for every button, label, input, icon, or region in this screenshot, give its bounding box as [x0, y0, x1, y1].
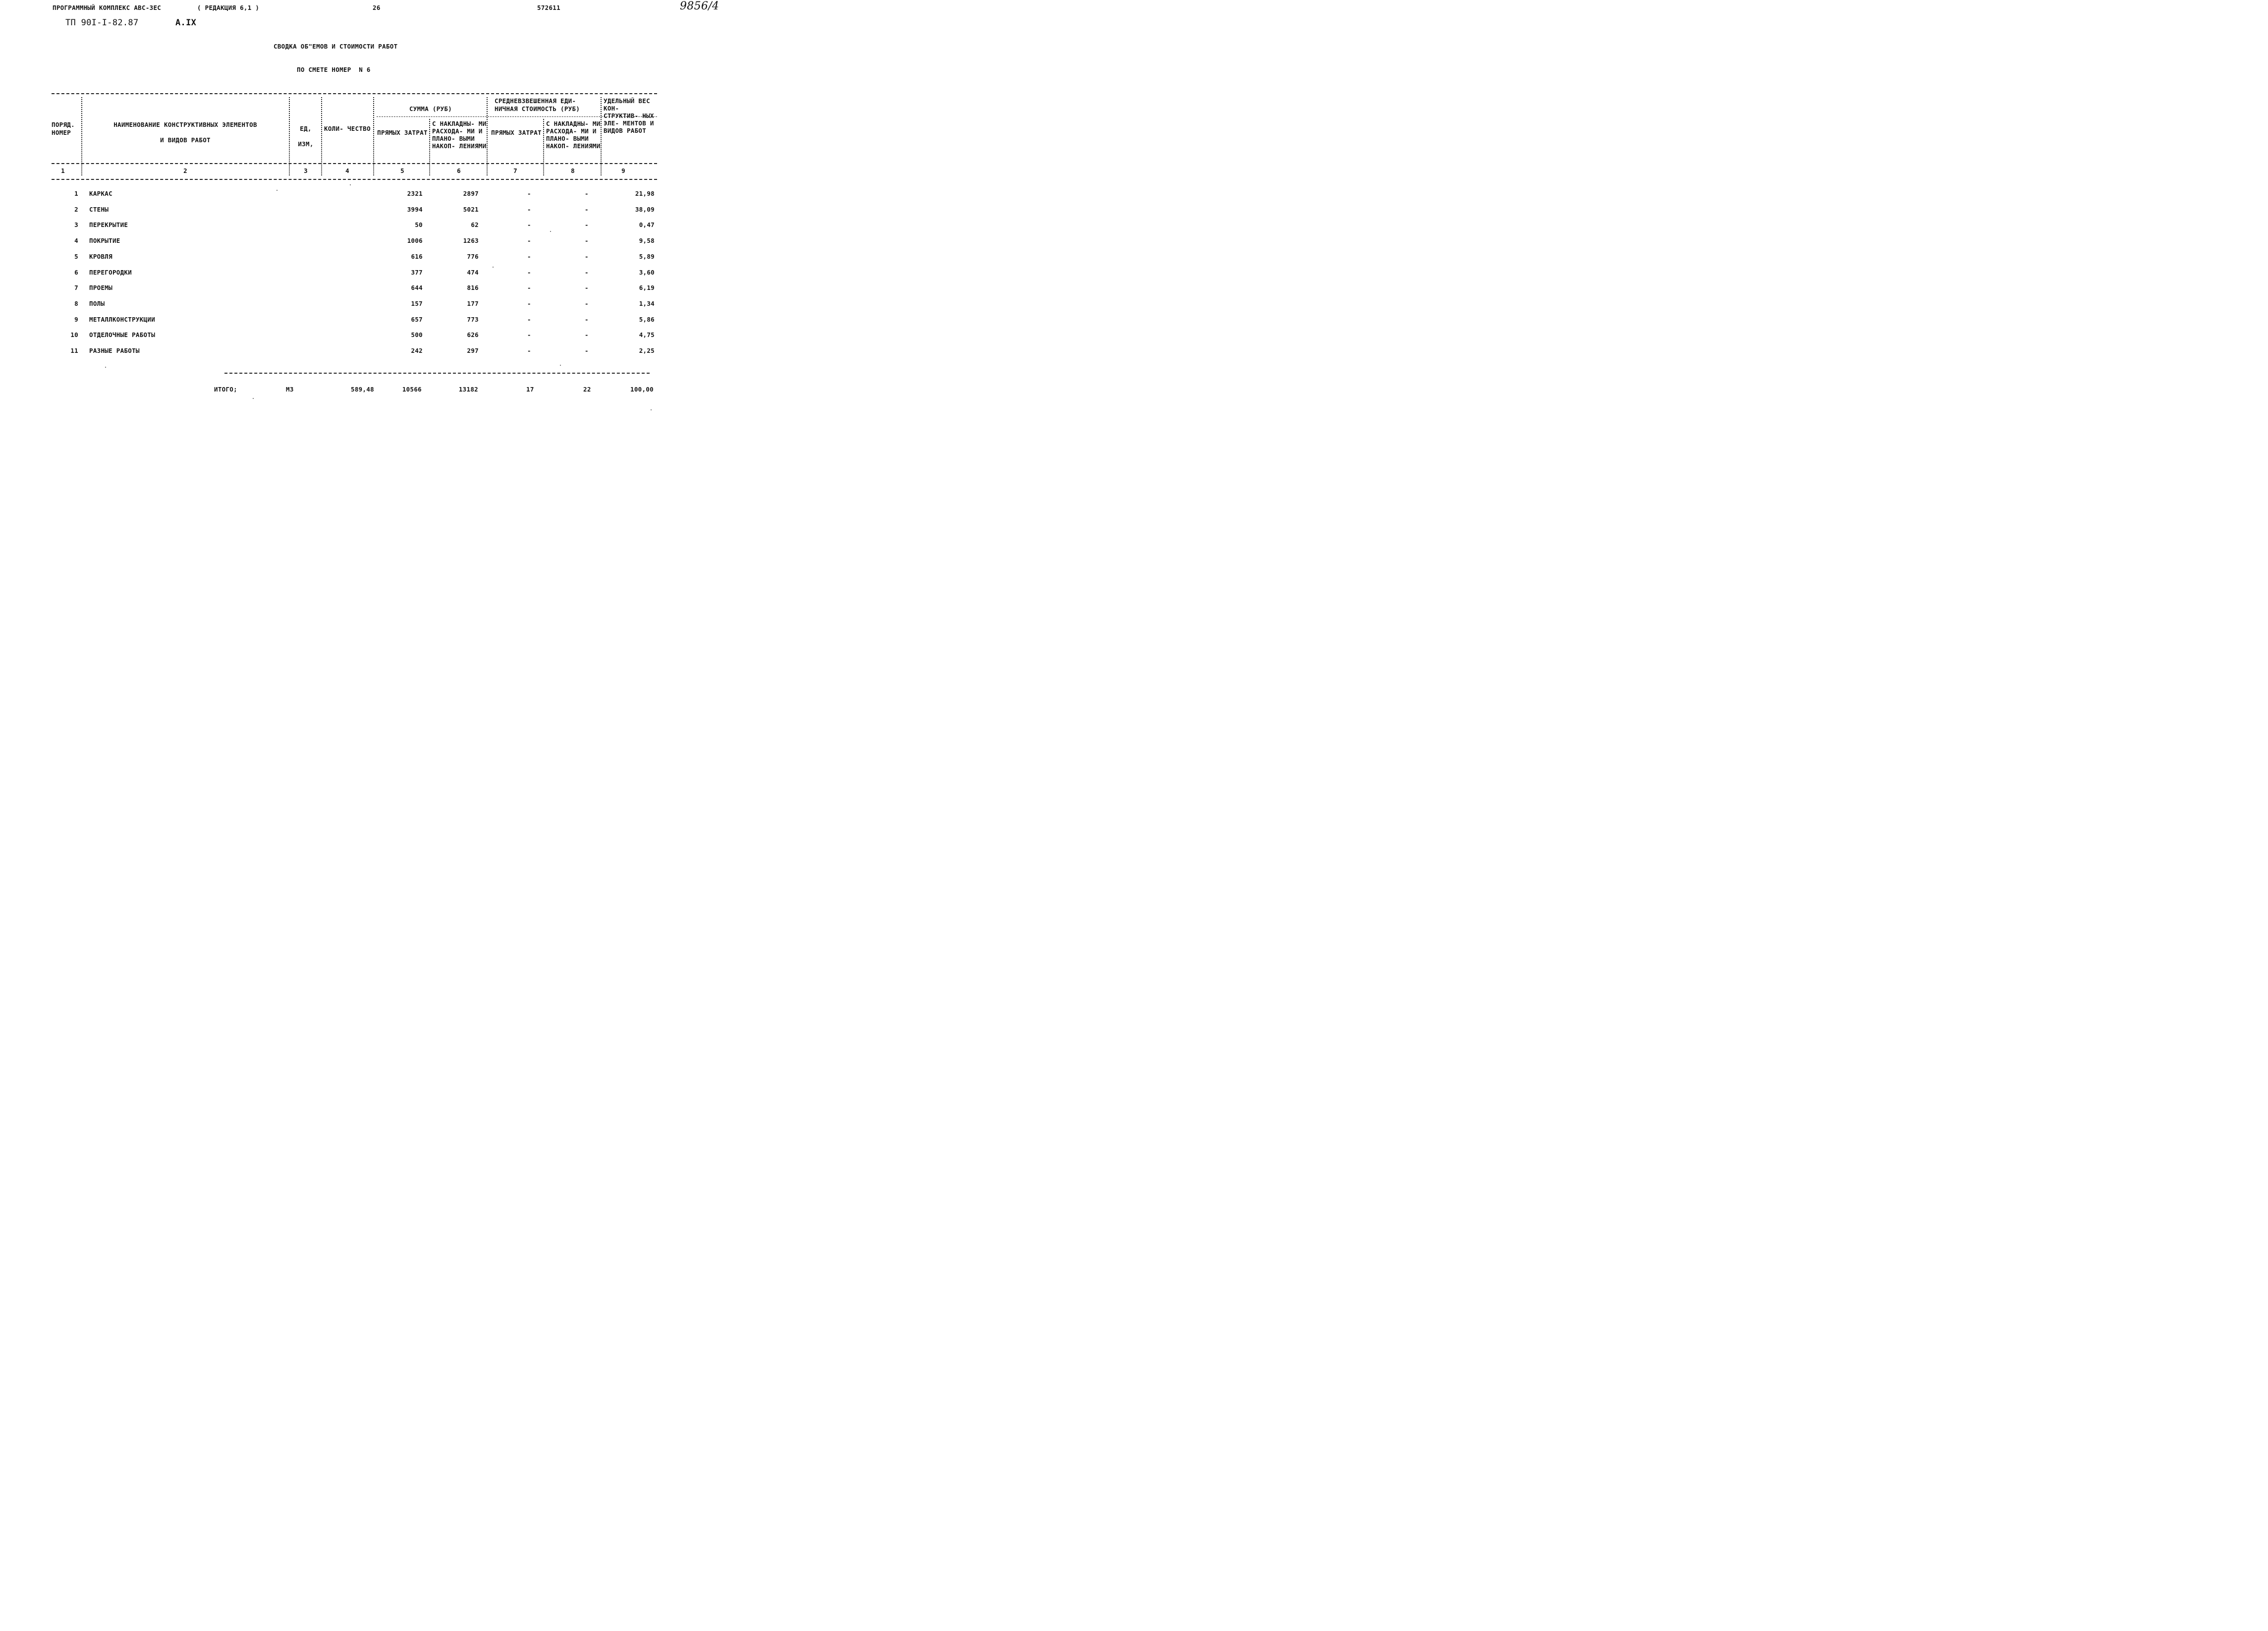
row-share: 0,47: [639, 221, 655, 228]
row-number: 5: [74, 253, 78, 260]
row-number: 9: [74, 316, 78, 323]
row-full: 62: [471, 221, 479, 228]
row-avg-full: -: [585, 237, 589, 244]
col-number: 6: [457, 167, 461, 174]
row-name: ПЕРЕГОРОДКИ: [89, 269, 132, 276]
row-number: 11: [70, 347, 78, 354]
row-share: 2,25: [639, 347, 655, 354]
col-separator: [81, 97, 82, 175]
row-avg-full: -: [585, 284, 589, 291]
row-share: 3,60: [639, 269, 655, 276]
header-unit: ЕД, ИЗМ,: [298, 125, 314, 148]
row-name: ПРОЕМЫ: [89, 284, 112, 291]
row-number: 2: [74, 206, 78, 213]
row-share: 6,19: [639, 284, 655, 291]
row-avg-direct: -: [527, 331, 531, 338]
row-share: 1,34: [639, 300, 655, 307]
total-direct: 10566: [402, 386, 422, 393]
header-sum-group: СУММА (РУБ): [409, 105, 452, 112]
row-number: 1: [74, 190, 78, 197]
col-separator: [487, 97, 488, 175]
page-number: 26: [373, 4, 381, 11]
table-row: [0, 237, 772, 247]
row-name: КРОВЛЯ: [89, 253, 112, 260]
row-avg-full: -: [585, 190, 589, 197]
row-avg-full: -: [585, 206, 589, 213]
scan-speck: [651, 409, 652, 410]
row-full: 474: [467, 269, 479, 276]
row-name: ПОЛЫ: [89, 300, 105, 307]
row-avg-direct: -: [527, 237, 531, 244]
table-row: [0, 253, 772, 263]
col-separator: [289, 97, 290, 175]
row-name: МЕТАЛЛКОНСТРУКЦИИ: [89, 316, 156, 323]
col-number: 8: [571, 167, 575, 174]
col-separator: [601, 97, 602, 175]
row-avg-full: -: [585, 316, 589, 323]
program-name: ПРОГРАММНЫЙ КОМПЛЕКС АВС-3ЕС: [53, 4, 162, 11]
row-share: 5,89: [639, 253, 655, 260]
total-unit: М3: [286, 386, 294, 393]
row-avg-direct: -: [527, 316, 531, 323]
table-row: [0, 206, 772, 216]
section-id: А.IX: [175, 18, 197, 28]
row-share: 4,75: [639, 331, 655, 338]
row-name: РАЗНЫЕ РАБОТЫ: [89, 347, 140, 354]
document-code: 572611: [537, 4, 560, 11]
table-row: [0, 347, 772, 357]
total-rule: [224, 373, 650, 374]
row-share: 9,58: [639, 237, 655, 244]
page-subtitle: ПО СМЕТЕ НОМЕР N 6: [297, 66, 371, 73]
table-row: [0, 300, 772, 310]
row-name: СТЕНЫ: [89, 206, 109, 213]
table-row: [0, 190, 772, 200]
row-avg-direct: -: [527, 221, 531, 228]
row-avg-full: -: [585, 221, 589, 228]
scan-speck: [550, 231, 551, 232]
row-avg-full: -: [585, 300, 589, 307]
row-name: КАРКАС: [89, 190, 112, 197]
total-quantity: 589,48: [351, 386, 374, 393]
header-order-number: ПОРЯД. НОМЕР: [52, 121, 75, 136]
row-name: ОТДЕЛОЧНЫЕ РАБОТЫ: [89, 331, 156, 338]
total-share: 100,00: [630, 386, 654, 393]
scan-speck: [493, 267, 494, 268]
row-number: 8: [74, 300, 78, 307]
col-number: 1: [61, 167, 65, 174]
header-quantity: КОЛИ- ЧЕСТВО: [324, 125, 371, 132]
row-number: 7: [74, 284, 78, 291]
row-number: 6: [74, 269, 78, 276]
header-name-line1: НАИМЕНОВАНИЕ КОНСТРУКТИВНЫХ ЭЛЕМЕНТОВ: [113, 121, 257, 128]
col-separator: [429, 119, 430, 175]
row-full: 773: [467, 316, 479, 323]
table-row: [0, 221, 772, 231]
col-separator: [373, 97, 374, 175]
row-avg-full: -: [585, 253, 589, 260]
row-direct: 377: [411, 269, 423, 276]
row-direct: 500: [411, 331, 423, 338]
row-direct: 657: [411, 316, 423, 323]
table-row: [0, 331, 772, 341]
row-share: 21,98: [635, 190, 655, 197]
row-direct: 1006: [407, 237, 423, 244]
col-number: 9: [621, 167, 625, 174]
row-full: 177: [467, 300, 479, 307]
row-avg-direct: -: [527, 284, 531, 291]
handwritten-stamp: 9856/4: [680, 0, 719, 12]
row-avg-full: -: [585, 347, 589, 354]
row-avg-full: -: [585, 331, 589, 338]
project-id: ТП 90I-I-82.87: [65, 18, 139, 28]
row-direct: 644: [411, 284, 423, 291]
edition: ( РЕДАКЦИЯ 6,1 ): [197, 4, 260, 11]
header-avg-full: С НАКЛАДНЫ- МИ РАСХОДА- МИ И ПЛАНО- ВЫМИ НАКОП- ЛЕНИЯМИ: [546, 120, 601, 150]
row-full: 297: [467, 347, 479, 354]
row-number: 10: [70, 331, 78, 338]
header-avg-direct: ПРЯМЫХ ЗАТРАТ: [491, 129, 542, 136]
row-full: 1263: [463, 237, 479, 244]
row-name: ПОКРЫТИЕ: [89, 237, 120, 244]
row-direct: 616: [411, 253, 423, 260]
table-row: [0, 316, 772, 326]
row-direct: 157: [411, 300, 423, 307]
table-top-rule: [52, 93, 657, 94]
total-full: 13182: [458, 386, 478, 393]
header-sum-full: С НАКЛАДНЫ- МИ РАСХОДА- МИ И ПЛАНО- ВЫМИ НАКОП- ЛЕНИЯМИ: [432, 120, 487, 150]
row-full: 776: [467, 253, 479, 260]
header-bottom-rule: [52, 163, 657, 164]
col-number: 4: [345, 167, 349, 174]
row-direct: 242: [411, 347, 423, 354]
row-direct: 3994: [407, 206, 423, 213]
col-separator: [321, 97, 322, 175]
col-number: 5: [400, 167, 404, 174]
row-full: 816: [467, 284, 479, 291]
total-label: ИТОГО;: [214, 386, 237, 393]
total-avg-full: 22: [583, 386, 591, 393]
col-separator: [543, 119, 544, 175]
scan-speck: [350, 184, 351, 185]
row-number: 3: [74, 221, 78, 228]
col-number: 7: [513, 167, 517, 174]
table-row: [0, 269, 772, 279]
col-number: 2: [183, 167, 187, 174]
row-full: 5021: [463, 206, 479, 213]
table-row: [0, 284, 772, 294]
row-direct: 2321: [407, 190, 423, 197]
row-name: ПЕРЕКРЫТИЕ: [89, 221, 128, 228]
row-avg-direct: -: [527, 206, 531, 213]
numbers-bottom-rule: [52, 179, 657, 180]
scan-speck: [105, 367, 106, 368]
row-full: 626: [467, 331, 479, 338]
row-avg-direct: -: [527, 269, 531, 276]
header-share: УДЕЛЬНЫЙ ВЕС КОН- СТРУКТИВ- НЫХ ЭЛЕ- МЕНТОВ И ВИДОВ РАБОТ: [604, 97, 654, 134]
page-title: СВОДКА ОБ"ЕМОВ И СТОИМОСТИ РАБОТ: [274, 43, 398, 50]
row-share: 5,86: [639, 316, 655, 323]
header-sum-direct: ПРЯМЫХ ЗАТРАТ: [377, 129, 428, 136]
row-avg-direct: -: [527, 190, 531, 197]
row-full: 2897: [463, 190, 479, 197]
row-avg-direct: -: [527, 347, 531, 354]
col-number: 3: [304, 167, 308, 174]
scan-speck: [560, 365, 561, 366]
row-number: 4: [74, 237, 78, 244]
row-avg-full: -: [585, 269, 589, 276]
scan-speck: [253, 398, 254, 399]
row-avg-direct: -: [527, 300, 531, 307]
header-name-line2: И ВИДОВ РАБОТ: [160, 136, 211, 144]
header-avg-group: СРЕДНЕВЗВЕШЕННАЯ ЕДИ- НИЧНАЯ СТОИМОСТЬ (РУБ): [495, 97, 580, 112]
total-avg-direct: 17: [526, 386, 534, 393]
row-share: 38,09: [635, 206, 655, 213]
row-avg-direct: -: [527, 253, 531, 260]
row-direct: 50: [415, 221, 423, 228]
